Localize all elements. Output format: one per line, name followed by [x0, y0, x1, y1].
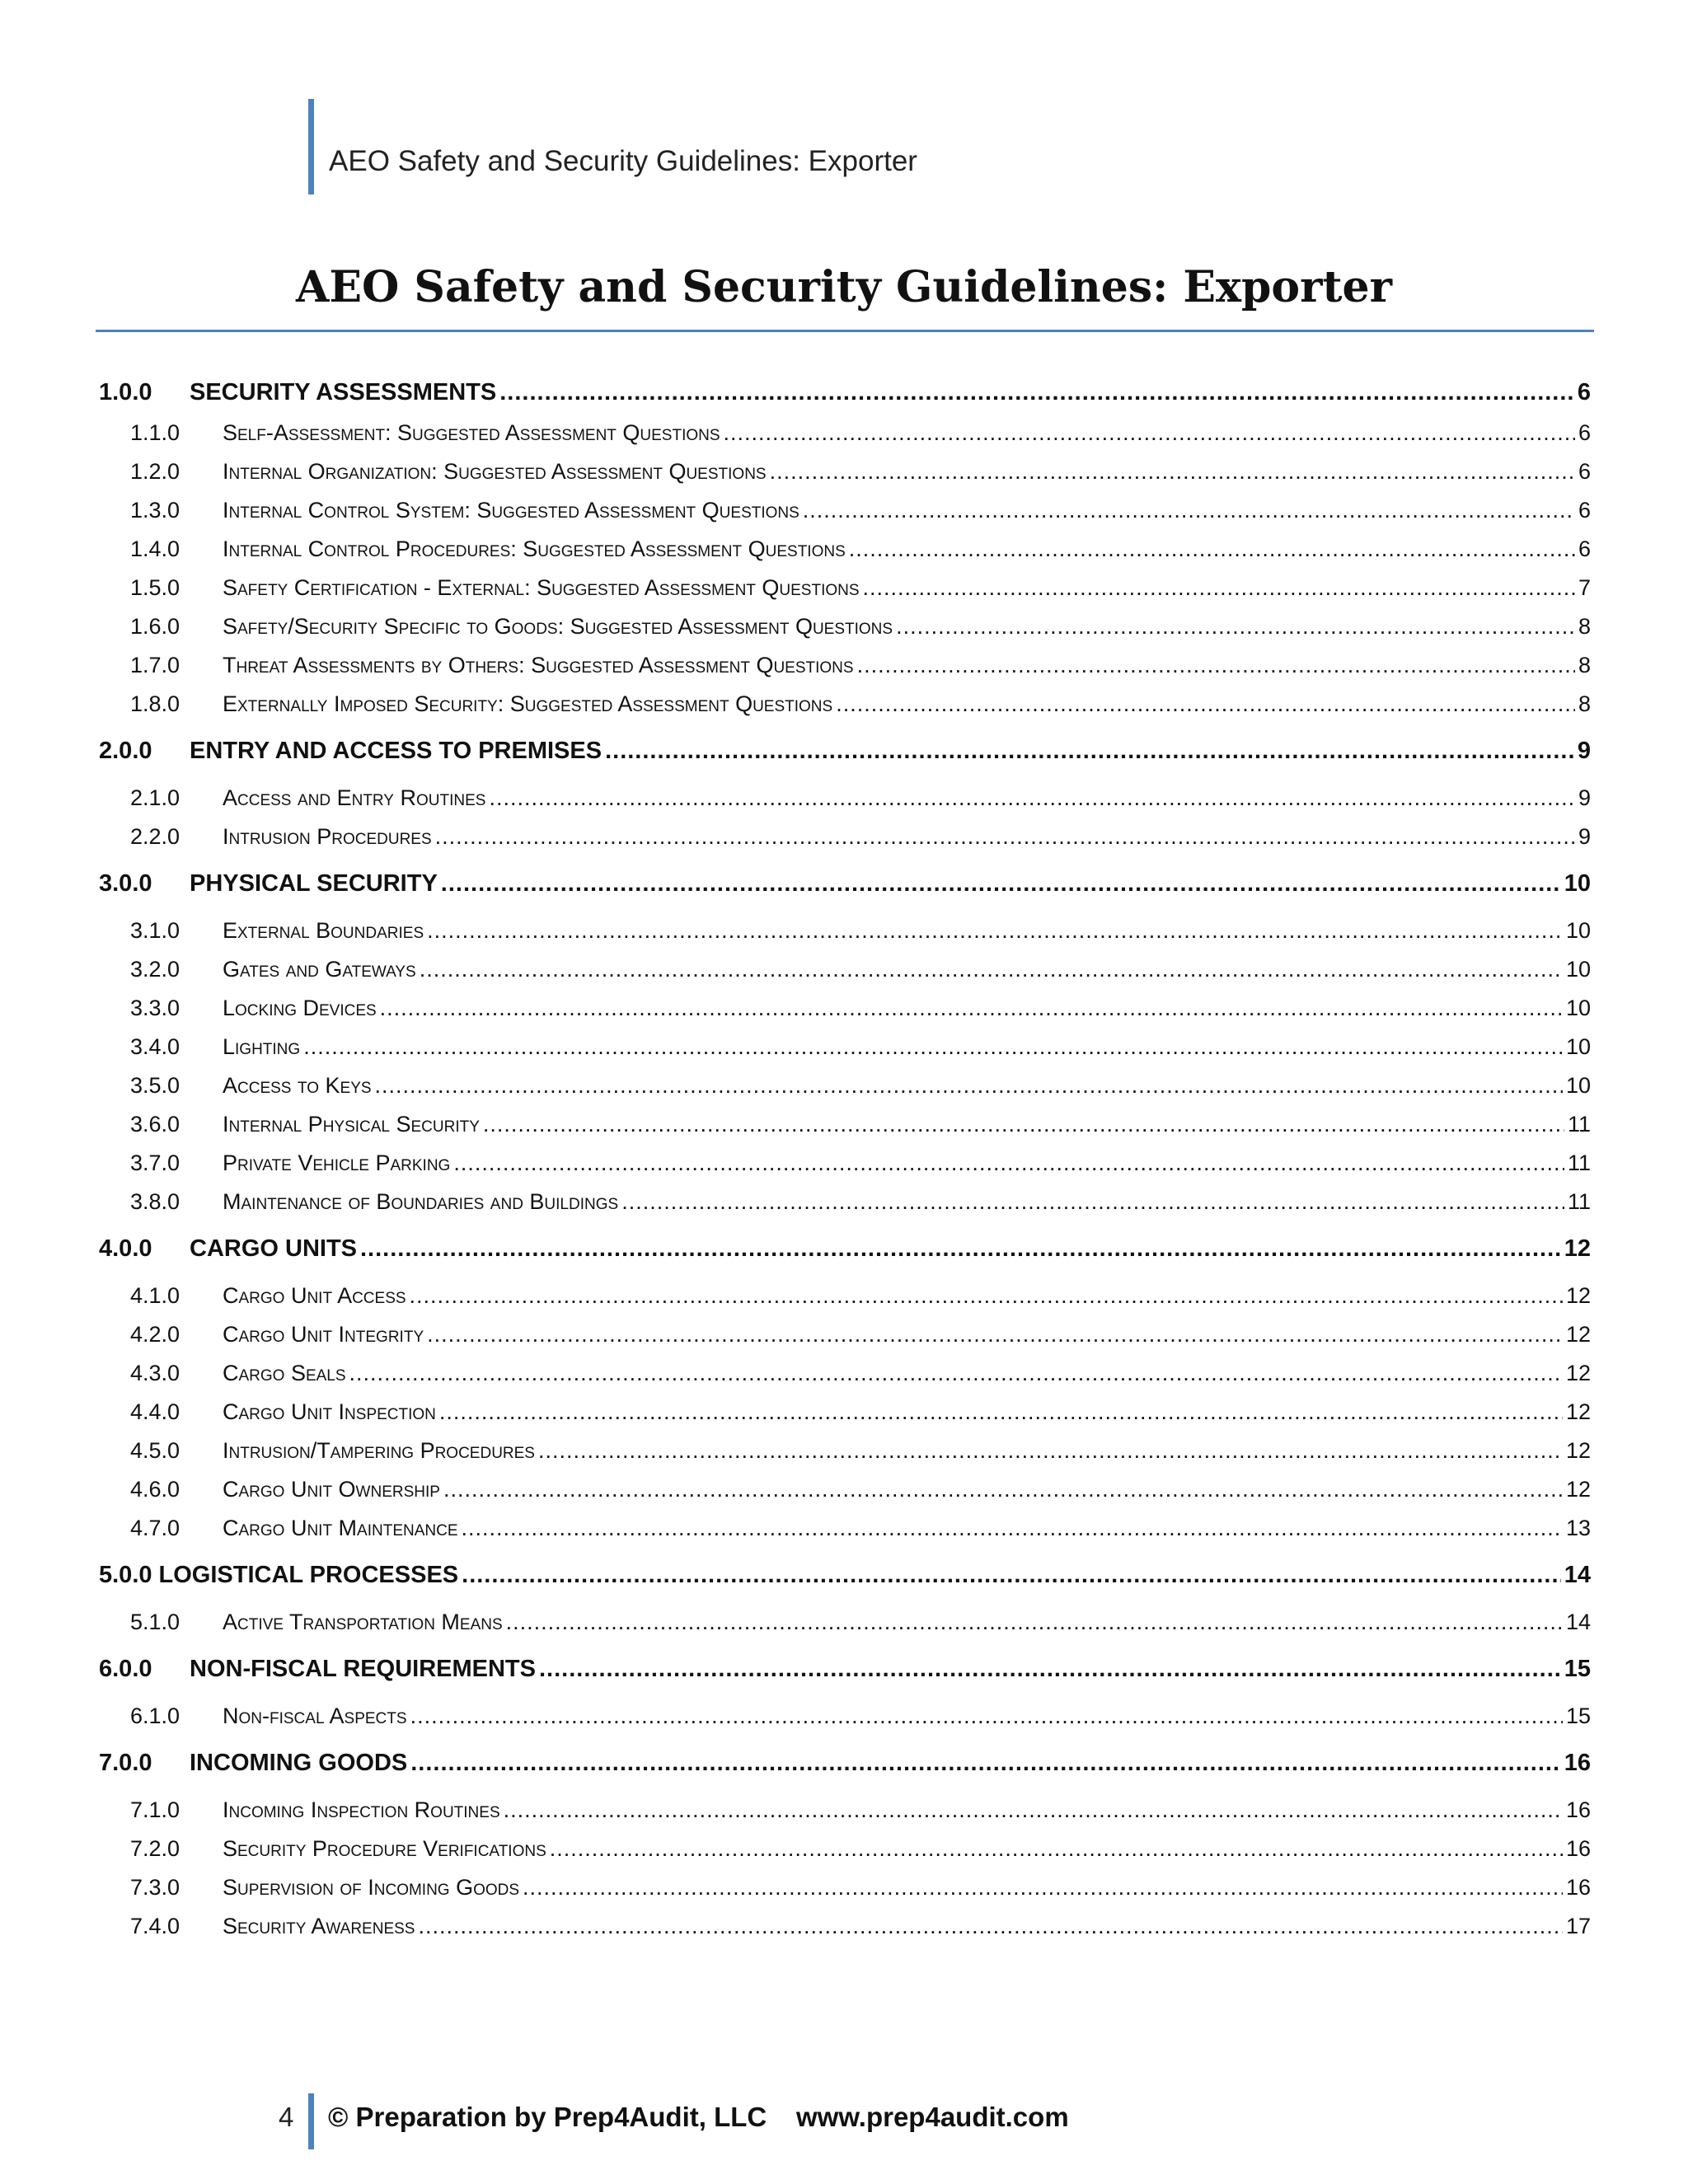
toc-entry-title: Security Procedure Verifications — [223, 1836, 546, 1861]
toc-entry-title: Security Awareness — [223, 1914, 415, 1938]
toc-page-number: 16 — [1565, 1875, 1591, 1900]
toc-page-number: 10 — [1565, 1073, 1591, 1098]
toc-subsection-entry[interactable] — [99, 491, 1591, 530]
toc-entry-title: Safety/Security Specific to Goods: Suggested Assessment Questions — [223, 614, 893, 639]
toc-entry-title: NON-FISCAL REQUIREMENTS — [190, 1656, 536, 1682]
toc-dot-leader — [410, 1736, 1561, 1791]
toc-section-number: 4.3.0 — [130, 1361, 181, 1385]
toc-dot-leader — [539, 1642, 1561, 1697]
toc-dot-leader — [360, 1221, 1561, 1277]
toc-page-number: 7 — [1578, 575, 1591, 600]
toc-dot-leader — [506, 1603, 1563, 1642]
toc-section-number: 4.5.0 — [130, 1438, 181, 1463]
toc-entry-title: Internal Control Procedures: Suggested Assessment Questions — [223, 537, 846, 561]
toc-section-number: 6.1.0 — [130, 1704, 181, 1728]
table-of-contents — [99, 371, 1591, 1946]
toc-subsection-entry[interactable] — [99, 1354, 1591, 1393]
toc-subsection-entry[interactable] — [99, 1277, 1591, 1315]
toc-page-number: 9 — [1578, 785, 1591, 810]
toc-subsection-entry[interactable] — [99, 1393, 1591, 1432]
toc-dot-leader — [410, 1277, 1563, 1315]
toc-section-number: 4.4.0 — [130, 1399, 181, 1424]
toc-subsection-entry[interactable] — [99, 530, 1591, 569]
toc-section-number: 7.4.0 — [130, 1914, 181, 1938]
toc-page-number: 16 — [1565, 1836, 1591, 1861]
toc-page-number: 12 — [1565, 1361, 1591, 1385]
toc-dot-leader — [499, 371, 1574, 414]
toc-subsection-entry[interactable] — [99, 414, 1591, 452]
toc-dot-leader — [443, 1470, 1563, 1509]
toc-dot-leader — [489, 779, 1575, 818]
toc-section-number: 4.2.0 — [130, 1322, 181, 1347]
toc-page-number: 12 — [1565, 1477, 1591, 1502]
toc-dot-leader — [420, 950, 1563, 989]
toc-subsection-entry[interactable] — [99, 1509, 1591, 1548]
toc-section-entry[interactable] — [99, 856, 1591, 912]
toc-section-entry[interactable] — [99, 1548, 1591, 1603]
toc-section-number: 3.7.0 — [130, 1151, 181, 1175]
toc-page-number: 15 — [1564, 1656, 1591, 1682]
toc-subsection-entry[interactable] — [99, 1144, 1591, 1183]
title-rule — [96, 330, 1594, 332]
toc-section-number: 3.8.0 — [130, 1189, 181, 1214]
running-header — [308, 99, 917, 194]
toc-page-number: 9 — [1577, 738, 1591, 764]
toc-dot-leader — [375, 1066, 1563, 1105]
toc-entry-title: Access and Entry Routines — [223, 785, 486, 810]
toc-section-number: 1.7.0 — [130, 653, 181, 677]
toc-section-number: 1.6.0 — [130, 614, 181, 639]
toc-entry-title: Cargo Unit Inspection — [223, 1399, 436, 1424]
toc-section-number: 3.2.0 — [130, 957, 181, 982]
toc-dot-leader — [896, 607, 1575, 646]
toc-subsection-entry[interactable] — [99, 569, 1591, 607]
toc-section-number: 1.2.0 — [130, 459, 181, 484]
toc-entry-title: Cargo Unit Maintenance — [223, 1516, 458, 1540]
toc-dot-leader — [857, 646, 1575, 685]
toc-dot-leader — [435, 818, 1575, 856]
toc-page-number: 6 — [1578, 498, 1591, 523]
footer-accent-bar — [308, 2093, 314, 2149]
toc-dot-leader — [770, 452, 1575, 491]
toc-page-number: 11 — [1567, 1112, 1591, 1137]
toc-dot-leader — [605, 724, 1574, 779]
toc-section-number: 3.3.0 — [130, 996, 181, 1020]
toc-dot-leader — [441, 856, 1561, 912]
toc-subsection-entry[interactable] — [99, 1868, 1591, 1907]
toc-dot-leader — [504, 1791, 1563, 1830]
toc-entry-title: PHYSICAL SECURITY — [190, 870, 438, 897]
toc-section-number: 5.0.0 — [99, 1562, 152, 1588]
toc-section-number: 2.2.0 — [130, 824, 181, 849]
toc-subsection-entry[interactable] — [99, 1432, 1591, 1470]
toc-section-entry[interactable] — [99, 1221, 1591, 1277]
toc-page-number: 12 — [1565, 1438, 1591, 1463]
toc-dot-leader — [418, 1907, 1562, 1946]
toc-section-entry[interactable] — [99, 371, 1591, 414]
toc-section-number: 2.0.0 — [99, 738, 152, 764]
toc-page-number: 11 — [1567, 1189, 1591, 1214]
toc-entry-title: Locking Devices — [223, 996, 377, 1020]
toc-section-number: 2.1.0 — [130, 785, 181, 810]
toc-page-number: 8 — [1578, 614, 1591, 639]
toc-subsection-entry[interactable] — [99, 1315, 1591, 1354]
toc-subsection-entry[interactable] — [99, 1791, 1591, 1830]
toc-entry-title: Intrusion/Tampering Procedures — [223, 1438, 535, 1463]
toc-page-number: 10 — [1565, 996, 1591, 1020]
toc-dot-leader — [538, 1432, 1563, 1470]
toc-page-number: 14 — [1564, 1562, 1591, 1588]
toc-page-number: 6 — [1578, 537, 1591, 561]
toc-dot-leader — [380, 989, 1563, 1028]
toc-section-number: 1.3.0 — [130, 498, 181, 523]
toc-entry-title: ENTRY AND ACCESS TO PREMISES — [190, 738, 603, 764]
toc-subsection-entry[interactable] — [99, 1183, 1591, 1221]
toc-entry-title: Non-fiscal Aspects — [223, 1704, 407, 1728]
footer-website-link[interactable]: www.prep4audit.com — [796, 2102, 1069, 2132]
toc-subsection-entry[interactable] — [99, 1907, 1591, 1946]
toc-page-number: 12 — [1564, 1235, 1591, 1262]
toc-section-number: 6.0.0 — [99, 1656, 152, 1682]
toc-section-number: 4.6.0 — [130, 1477, 181, 1502]
toc-section-number: 7.0.0 — [99, 1750, 152, 1776]
toc-entry-title: SECURITY ASSESSMENTS — [190, 379, 497, 405]
toc-section-number: 4.7.0 — [130, 1516, 181, 1540]
toc-entry-title: Self-Assessment: Suggested Assessment Questions — [223, 420, 720, 445]
toc-section-number: 4.0.0 — [99, 1235, 152, 1262]
toc-section-number: 4.1.0 — [130, 1283, 181, 1308]
footer-page-number: 4 — [279, 2102, 294, 2132]
running-header-title: AEO Safety and Security Guidelines: Exporter — [329, 145, 917, 177]
toc-entry-title: Cargo Unit Access — [223, 1283, 406, 1308]
toc-entry-title: LOGISTICAL PROCESSES — [158, 1562, 459, 1588]
toc-subsection-entry[interactable] — [99, 912, 1591, 950]
toc-section-number: 5.1.0 — [130, 1610, 181, 1634]
toc-dot-leader — [836, 685, 1575, 724]
toc-dot-leader — [724, 414, 1575, 452]
toc-dot-leader — [303, 1028, 1563, 1066]
toc-page-number: 16 — [1564, 1750, 1591, 1776]
toc-page-number: 12 — [1565, 1322, 1591, 1347]
toc-page-number: 10 — [1564, 870, 1591, 897]
toc-entry-title: Incoming Inspection Routines — [223, 1797, 500, 1822]
toc-entry-title: Supervision of Incoming Goods — [223, 1875, 520, 1900]
toc-page-number: 14 — [1565, 1610, 1591, 1634]
toc-section-number: 1.5.0 — [130, 575, 181, 600]
toc-page-number: 17 — [1565, 1914, 1591, 1938]
toc-entry-title: CARGO UNITS — [190, 1235, 357, 1262]
toc-dot-leader — [621, 1183, 1564, 1221]
toc-subsection-entry[interactable] — [99, 452, 1591, 491]
toc-section-entry[interactable] — [99, 1736, 1591, 1791]
toc-entry-title: Gates and Gateways — [223, 957, 416, 982]
toc-subsection-entry[interactable] — [99, 1830, 1591, 1868]
toc-entry-title: Lighting — [223, 1034, 301, 1059]
toc-dot-leader — [849, 530, 1575, 569]
toc-page-number: 6 — [1578, 459, 1591, 484]
toc-page-number: 12 — [1565, 1399, 1591, 1424]
toc-page-number: 10 — [1565, 957, 1591, 982]
toc-page-number: 12 — [1565, 1283, 1591, 1308]
toc-dot-leader — [427, 912, 1563, 950]
toc-entry-title: INCOMING GOODS — [190, 1750, 408, 1776]
toc-page-number: 11 — [1567, 1151, 1591, 1175]
toc-dot-leader — [349, 1354, 1563, 1393]
toc-page-number: 9 — [1578, 824, 1591, 849]
toc-dot-leader — [483, 1105, 1564, 1144]
toc-section-number: 3.4.0 — [130, 1034, 181, 1059]
toc-section-number: 3.0.0 — [99, 870, 152, 897]
toc-entry-title: Access to Keys — [223, 1073, 372, 1098]
toc-section-number: 1.0.0 — [99, 379, 152, 405]
toc-subsection-entry[interactable] — [99, 1470, 1591, 1509]
toc-subsection-entry[interactable] — [99, 1105, 1591, 1144]
toc-section-number: 7.3.0 — [130, 1875, 181, 1900]
toc-page-number: 16 — [1565, 1797, 1591, 1822]
toc-section-number: 1.4.0 — [130, 537, 181, 561]
toc-entry-title: Internal Physical Security — [223, 1112, 480, 1137]
toc-entry-title: Maintenance of Boundaries and Buildings — [223, 1189, 619, 1214]
toc-entry-title: Internal Organization: Suggested Assessment Questions — [223, 459, 767, 484]
toc-dot-leader — [523, 1868, 1563, 1907]
toc-entry-title: Internal Control System: Suggested Assessment Questions — [223, 498, 799, 523]
toc-subsection-entry[interactable] — [99, 607, 1591, 646]
toc-page-number: 6 — [1577, 379, 1591, 405]
toc-entry-title: Cargo Seals — [223, 1361, 346, 1385]
toc-page-number: 10 — [1565, 1034, 1591, 1059]
toc-section-number: 1.1.0 — [130, 420, 181, 445]
toc-entry-title: External Boundaries — [223, 918, 424, 943]
page-footer — [0, 2093, 1688, 2149]
toc-page-number: 6 — [1578, 420, 1591, 445]
toc-page-number: 13 — [1565, 1516, 1591, 1540]
toc-section-number: 3.6.0 — [130, 1112, 181, 1137]
toc-entry-title: Intrusion Procedures — [223, 824, 432, 849]
toc-dot-leader — [427, 1315, 1563, 1354]
toc-section-entry[interactable] — [99, 1642, 1591, 1697]
toc-entry-title: Cargo Unit Integrity — [223, 1322, 424, 1347]
toc-dot-leader — [453, 1144, 1564, 1183]
document-title: AEO Safety and Security Guidelines: Exporter — [296, 262, 1392, 312]
toc-subsection-entry[interactable] — [99, 685, 1591, 724]
toc-entry-title: Safety Certification - External: Suggested Assessment Questions — [223, 575, 860, 600]
toc-section-number: 7.1.0 — [130, 1797, 181, 1822]
toc-subsection-entry[interactable] — [99, 646, 1591, 685]
toc-dot-leader — [803, 491, 1575, 530]
toc-subsection-entry[interactable] — [99, 1603, 1591, 1642]
toc-section-number: 1.8.0 — [130, 691, 181, 716]
toc-page-number: 8 — [1578, 691, 1591, 716]
toc-dot-leader — [410, 1697, 1563, 1736]
toc-page-number: 10 — [1565, 918, 1591, 943]
toc-dot-leader — [439, 1393, 1563, 1432]
toc-subsection-entry[interactable] — [99, 1028, 1591, 1066]
toc-subsection-entry[interactable] — [99, 818, 1591, 856]
toc-section-number: 7.2.0 — [130, 1836, 181, 1861]
toc-page-number: 8 — [1578, 653, 1591, 677]
toc-page-number: 15 — [1565, 1704, 1591, 1728]
toc-dot-leader — [462, 1509, 1563, 1548]
toc-dot-leader — [462, 1548, 1561, 1603]
toc-section-number: 3.1.0 — [130, 918, 181, 943]
toc-section-entry[interactable] — [99, 724, 1591, 779]
toc-section-number: 3.5.0 — [130, 1073, 181, 1098]
toc-entry-title: Threat Assessments by Others: Suggested Assessment Questions — [223, 653, 854, 677]
footer-copyright: © Preparation by Prep4Audit, LLC — [328, 2102, 767, 2132]
toc-dot-leader — [550, 1830, 1563, 1868]
toc-entry-title: Cargo Unit Ownership — [223, 1477, 440, 1502]
toc-subsection-entry[interactable] — [99, 950, 1591, 989]
toc-entry-title: Active Transportation Means — [223, 1610, 503, 1634]
toc-subsection-entry[interactable] — [99, 989, 1591, 1028]
toc-subsection-entry[interactable] — [99, 779, 1591, 818]
toc-dot-leader — [863, 569, 1575, 607]
toc-subsection-entry[interactable] — [99, 1697, 1591, 1736]
toc-entry-title: Private Vehicle Parking — [223, 1151, 451, 1175]
toc-subsection-entry[interactable] — [99, 1066, 1591, 1105]
toc-entry-title: Externally Imposed Security: Suggested Assessment Questions — [223, 691, 833, 716]
